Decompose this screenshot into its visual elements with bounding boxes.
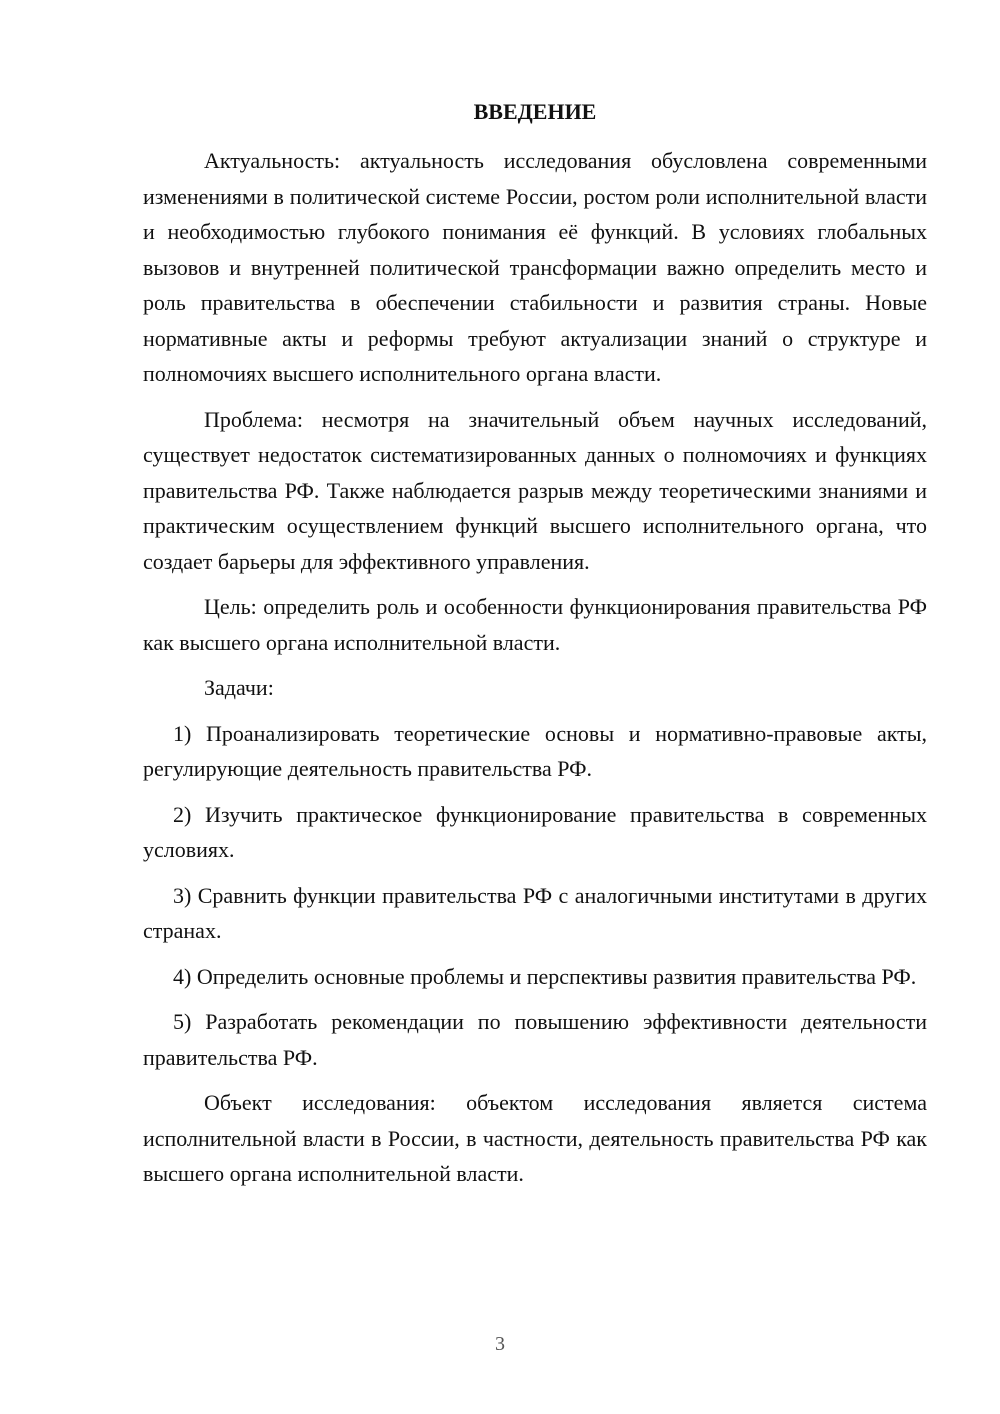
- task-item-5: 5) Разработать рекомендации по повышению эффективности деятельности правительства РФ.: [143, 1009, 927, 1070]
- task-item-2: 2) Изучить практическое функционирование правительства в современных условиях.: [143, 801, 927, 862]
- relevance-paragraph: Актуальность: актуальность исследования обусловлена современными изменениями в политической системе России, ростом роли исполнительной власти и необходимостью глубокого понимания её функций. В условиях глобальных вызовов и внутренней политической трансформации важно определить место и роль правительства в обеспечении стабильности и развития страны. Новые нормативные акты и реформы требуют актуализации знаний о структуре и полномочиях высшего исполнительного органа власти.: [143, 148, 927, 386]
- problem-paragraph: Проблема: несмотря на значительный объем научных исследований, существует недостаток систематизированных данных о полномочиях и функциях правительства РФ. Также наблюдается разрыв между теоретическими знаниями и практическим осуществлением функций высшего исполнительного органа, что создает барьеры для эффективного управления.: [143, 406, 927, 574]
- page-number: 3: [495, 1333, 505, 1355]
- section-heading: ВВЕДЕНИЕ: [473, 99, 597, 124]
- tasks-label: Задачи:: [204, 675, 274, 700]
- document-page: [143, 94, 927, 1202]
- object-paragraph: Объект исследования: объектом исследования является система исполнительной власти в России, в частности, деятельность правительства РФ как высшего органа исполнительной власти.: [143, 1090, 927, 1186]
- task-item-4: 4) Определить основные проблемы и перспективы развития правительства РФ.: [173, 963, 917, 989]
- task-item-1: 1) Проанализировать теоретические основы и нормативно-правовые акты, регулирующие деятельность правительства РФ.: [143, 720, 927, 781]
- goal-paragraph: Цель: определить роль и особенности функционирования правительства РФ как высшего органа исполнительной власти.: [143, 594, 927, 655]
- task-item-3: 3) Сравнить функции правительства РФ с аналогичными институтами в других странах.: [143, 882, 927, 943]
